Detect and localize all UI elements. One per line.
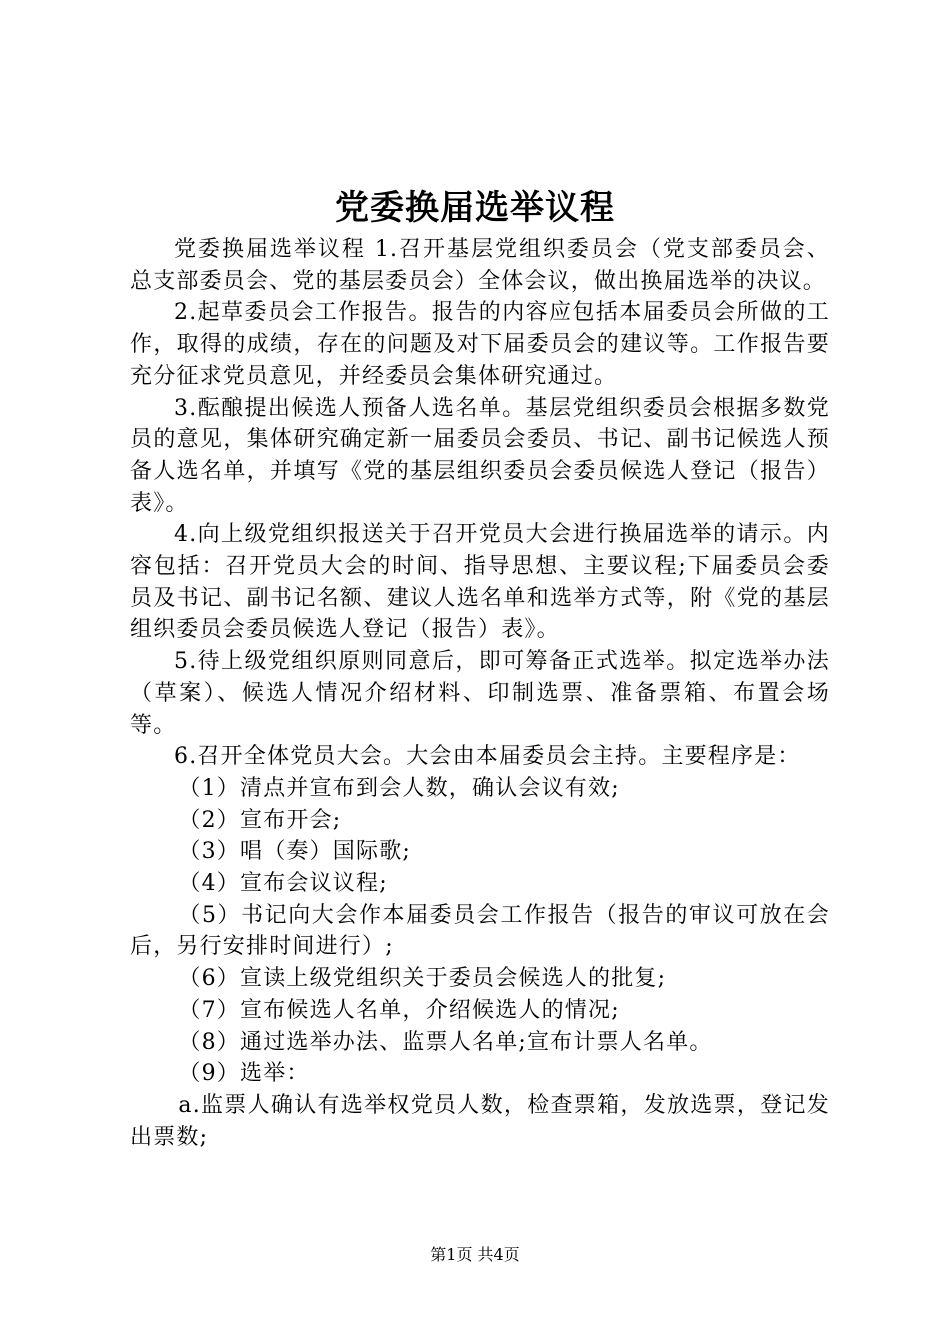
procedure-item-6: （6）宣读上级党组织关于委员会候选人的批复; <box>178 966 667 992</box>
procedure-item-2: （2）宣布开会; <box>178 807 342 833</box>
procedure-item-7: （7）宣布候选人名单，介绍候选人的情况; <box>178 997 620 1023</box>
paragraph-3: 3.酝酿提出候选人预备人选名单。基层党组织委员会根据多数党员的意见，集体研究确定新一届委员会委员、书记、副书记候选人预备人选名单，并填写《党的基层组织委员会委员候选人登记（报告）表》。 <box>130 395 830 516</box>
procedure-item-1: （1）清点并宣布到会人数，确认会议有效; <box>178 775 620 801</box>
election-step-a: a.监票人确认有选举权党员人数，检查票箱，发放选票，登记发出票数; <box>130 1092 830 1150</box>
paragraph-4: 4.向上级党组织报送关于召开党员大会进行换届选举的请示。内容包括：召开党员大会的时间、指导思想、主要议程;下届委员会委员及书记、副书记名额、建议人选名单和选举方式等，附《党的基层组织委员会委员候选人登记（报告）表》。 <box>130 522 830 643</box>
paragraph-5: 5.待上级党组织原则同意后，即可筹备正式选举。拟定选举办法（草案）、候选人情况介绍材料、印制选票、准备票箱、布置会场等。 <box>130 649 830 738</box>
document-body <box>130 234 830 1153</box>
document-title: 党委换届选举议程 <box>335 188 615 228</box>
procedure-item-3: （3）唱（奏）国际歌; <box>178 839 412 865</box>
paragraph-1: 党委换届选举议程 1.召开基层党组织委员会（党支部委员会、总支部委员会、党的基层委员会）全体会议，做出换届选举的决议。 <box>130 237 830 294</box>
page-footer: 第1页 共4页 <box>430 1245 520 1264</box>
procedure-item-4: （4）宣布会议议程; <box>178 871 388 897</box>
procedure-item-8: （8）通过选举办法、监票人名单;宣布计票人名单。 <box>178 1029 713 1055</box>
paragraph-6: 6.召开全体党员大会。大会由本届委员会主持。主要程序是： <box>174 744 801 770</box>
procedure-item-5: （5）书记向大会作本届委员会工作报告（报告的审议可放在会后，另行安排时间进行）; <box>130 902 830 960</box>
procedure-item-9: （9）选举： <box>178 1061 310 1087</box>
paragraph-2: 2.起草委员会工作报告。报告的内容应包括本届委员会所做的工作，取得的成绩，存在的问题及对下届委员会的建议等。工作报告要充分征求党员意见，并经委员会集体研究通过。 <box>130 300 830 389</box>
